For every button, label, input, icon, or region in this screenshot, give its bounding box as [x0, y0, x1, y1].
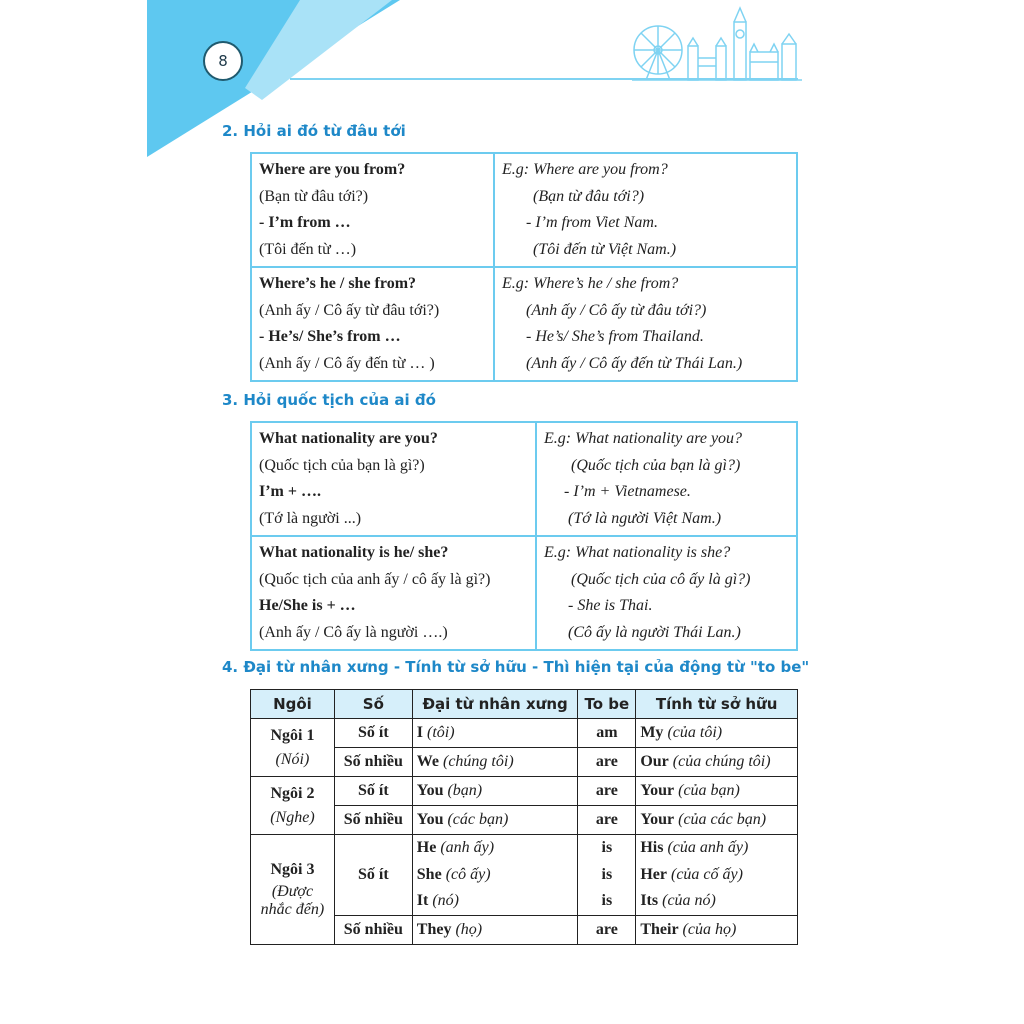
example-question: E.g: What nationality is she? — [544, 544, 731, 561]
table-row — [251, 267, 797, 381]
pronoun: I — [416, 724, 424, 741]
answer-translation: (Anh ấy / Cô ấy đến từ … ) — [259, 354, 435, 372]
person-name: Ngôi 1 — [270, 726, 315, 744]
pronoun-cell — [412, 748, 578, 777]
pronoun: She — [416, 865, 442, 883]
possessive-cell — [636, 748, 798, 777]
to-be-cell: are — [578, 748, 636, 777]
question-text: What nationality is he/ she? — [259, 544, 449, 561]
number-cell: Số nhiều — [334, 916, 412, 945]
possessive: Your — [640, 782, 675, 799]
pronoun: You — [416, 782, 444, 799]
possessive: Her — [640, 865, 667, 883]
example-answer: - He’s/ She’s from Thailand. — [525, 328, 704, 345]
pronoun: He — [416, 839, 437, 857]
person-note: (Nghe) — [270, 808, 315, 826]
question-cell — [251, 422, 536, 536]
person-cell — [251, 719, 335, 777]
to-be: is — [601, 865, 613, 883]
possessive-cell — [636, 916, 798, 945]
question-cell — [251, 536, 536, 650]
table-row — [251, 153, 797, 267]
possessive-translation: (của bạn) — [678, 782, 740, 799]
example-answer: - I’m + Vietnamese. — [564, 483, 691, 500]
number-cell: Số nhiều — [334, 806, 412, 835]
section-3-title: 3. Hỏi quốc tịch của ai đó — [222, 391, 436, 409]
example-translation: (Quốc tịch của bạn là gì?) — [571, 456, 741, 474]
question-cell — [251, 153, 494, 267]
person-cell — [251, 835, 335, 945]
header-person: Ngôi — [251, 690, 335, 719]
possessive: Their — [640, 921, 679, 938]
pronoun: It — [416, 892, 429, 910]
pronoun-line — [417, 862, 574, 889]
possessive: His — [640, 839, 664, 857]
example-translation: (Quốc tịch của cô ấy là gì?) — [571, 570, 751, 588]
example-question: E.g: Where’s he / she from? — [501, 275, 679, 292]
pronoun-cell — [412, 777, 578, 806]
section-2-table — [250, 152, 798, 382]
person-cell — [251, 777, 335, 835]
header-possessive: Tính từ sở hữu — [636, 690, 798, 719]
pronoun-translation: (các bạn) — [447, 811, 509, 828]
answer-translation: (Tôi đến từ …) — [259, 240, 357, 258]
number-cell: Số nhiều — [334, 748, 412, 777]
possessive-translation: (của nó) — [662, 892, 716, 910]
number-cell: Số ít — [334, 719, 412, 748]
possessive: Our — [640, 753, 669, 770]
possessive-translation: (của tôi) — [667, 724, 723, 741]
pronoun-translation: (bạn) — [447, 782, 483, 799]
pronoun: They — [416, 921, 452, 938]
example-cell — [494, 153, 797, 267]
table-row — [251, 777, 798, 806]
header-line — [290, 78, 798, 80]
possessive: Your — [640, 811, 675, 828]
example-answer: - I’m from Viet Nam. — [525, 214, 658, 231]
header-to-be: To be — [578, 690, 636, 719]
answer-pattern: He/She is + … — [259, 597, 356, 614]
possessive-translation: (của họ) — [682, 921, 737, 938]
pronoun-translation: (chúng tôi) — [443, 753, 514, 770]
pronoun-translation: (nó) — [432, 892, 459, 910]
question-text: Where’s he / she from? — [259, 275, 417, 292]
question-cell — [251, 267, 494, 381]
possessive-cell — [636, 777, 798, 806]
answer-pattern: - He’s/ She’s from … — [259, 328, 401, 345]
table-row — [251, 835, 798, 916]
pronoun: We — [416, 753, 439, 770]
pronoun-cell — [412, 835, 578, 916]
possessive-cell — [636, 835, 798, 916]
page-number: 8 — [218, 52, 228, 70]
example-cell — [494, 267, 797, 381]
table-row — [251, 719, 798, 748]
question-translation: (Quốc tịch của bạn là gì?) — [259, 456, 425, 474]
number-cell: Số ít — [334, 835, 412, 916]
example-answer: - She is Thai. — [568, 597, 653, 614]
table-row — [251, 422, 797, 536]
example-answer-translation: (Cô ấy là người Thái Lan.) — [568, 623, 741, 641]
possessive-translation: (của anh ấy) — [667, 839, 749, 857]
section-4-title: 4. Đại từ nhân xưng - Tính từ sở hữu - Thì hiện tại của động từ "to be" — [222, 658, 810, 676]
answer-pattern: - I’m from … — [259, 214, 351, 231]
pronoun-cell — [412, 806, 578, 835]
person-name: Ngôi 2 — [270, 784, 315, 802]
possessive-translation: (của cố ấy) — [670, 865, 743, 883]
pronoun-table — [250, 689, 798, 945]
to-be: is — [601, 839, 613, 857]
answer-pattern: I’m + …. — [259, 483, 321, 500]
header-number: Số — [334, 690, 412, 719]
table-row — [251, 536, 797, 650]
possessive-line — [640, 888, 793, 915]
answer-translation: (Anh ấy / Cô ấy là người ….) — [259, 623, 448, 641]
example-answer-translation: (Tớ là người Việt Nam.) — [568, 509, 722, 527]
example-translation: (Bạn từ đâu tới?) — [532, 187, 645, 205]
question-text: Where are you from? — [259, 161, 406, 178]
example-question: E.g: What nationality are you? — [544, 430, 743, 447]
pronoun-translation: (cô ấy) — [445, 865, 491, 883]
possessive-translation: (của các bạn) — [678, 811, 767, 828]
to-be: is — [601, 892, 613, 910]
pronoun-line — [417, 888, 574, 915]
pronoun-line — [417, 835, 574, 862]
possessive-cell — [636, 719, 798, 748]
person-note: nhắc đến) — [260, 900, 325, 918]
to-be-cell: are — [578, 806, 636, 835]
example-cell — [536, 536, 797, 650]
question-translation: (Bạn từ đâu tới?) — [259, 187, 369, 205]
example-answer-translation: (Anh ấy / Cô ấy đến từ Thái Lan.) — [525, 354, 743, 372]
header-pronoun: Đại từ nhân xưng — [412, 690, 578, 719]
section-2-title: 2. Hỏi ai đó từ đâu tới — [222, 122, 406, 140]
example-answer-translation: (Tôi đến từ Việt Nam.) — [532, 240, 677, 258]
possessive-translation: (của chúng tôi) — [672, 753, 771, 770]
person-note: (Được — [271, 882, 314, 900]
question-translation: (Anh ấy / Cô ấy từ đâu tới?) — [259, 301, 440, 319]
answer-translation: (Tớ là người ...) — [259, 509, 362, 527]
pronoun-cell — [412, 916, 578, 945]
section-3-table — [250, 421, 798, 651]
question-text: What nationality are you? — [259, 430, 438, 447]
to-be-cell: am — [578, 719, 636, 748]
example-translation: (Anh ấy / Cô ấy từ đâu tới?) — [525, 301, 707, 319]
person-name: Ngôi 3 — [270, 860, 315, 878]
question-translation: (Quốc tịch của anh ấy / cô ấy là gì?) — [259, 570, 491, 588]
london-skyline-icon — [632, 6, 802, 82]
table-header-row — [251, 690, 798, 719]
possessive-cell — [636, 806, 798, 835]
to-be-cell: are — [578, 777, 636, 806]
pronoun-translation: (họ) — [455, 921, 483, 938]
possessive-line — [640, 835, 793, 862]
pronoun: You — [416, 811, 444, 828]
pronoun-translation: (tôi) — [427, 724, 455, 741]
possessive: Its — [640, 892, 659, 910]
example-question: E.g: Where are you from? — [501, 161, 668, 178]
pronoun-cell — [412, 719, 578, 748]
page-number-badge — [203, 41, 243, 81]
possessive-line — [640, 862, 793, 889]
person-note: (Nói) — [275, 750, 310, 768]
to-be-cell — [578, 835, 636, 916]
possessive: My — [640, 724, 664, 741]
example-cell — [536, 422, 797, 536]
to-be-cell: are — [578, 916, 636, 945]
pronoun-translation: (anh ấy) — [440, 839, 495, 857]
number-cell: Số ít — [334, 777, 412, 806]
